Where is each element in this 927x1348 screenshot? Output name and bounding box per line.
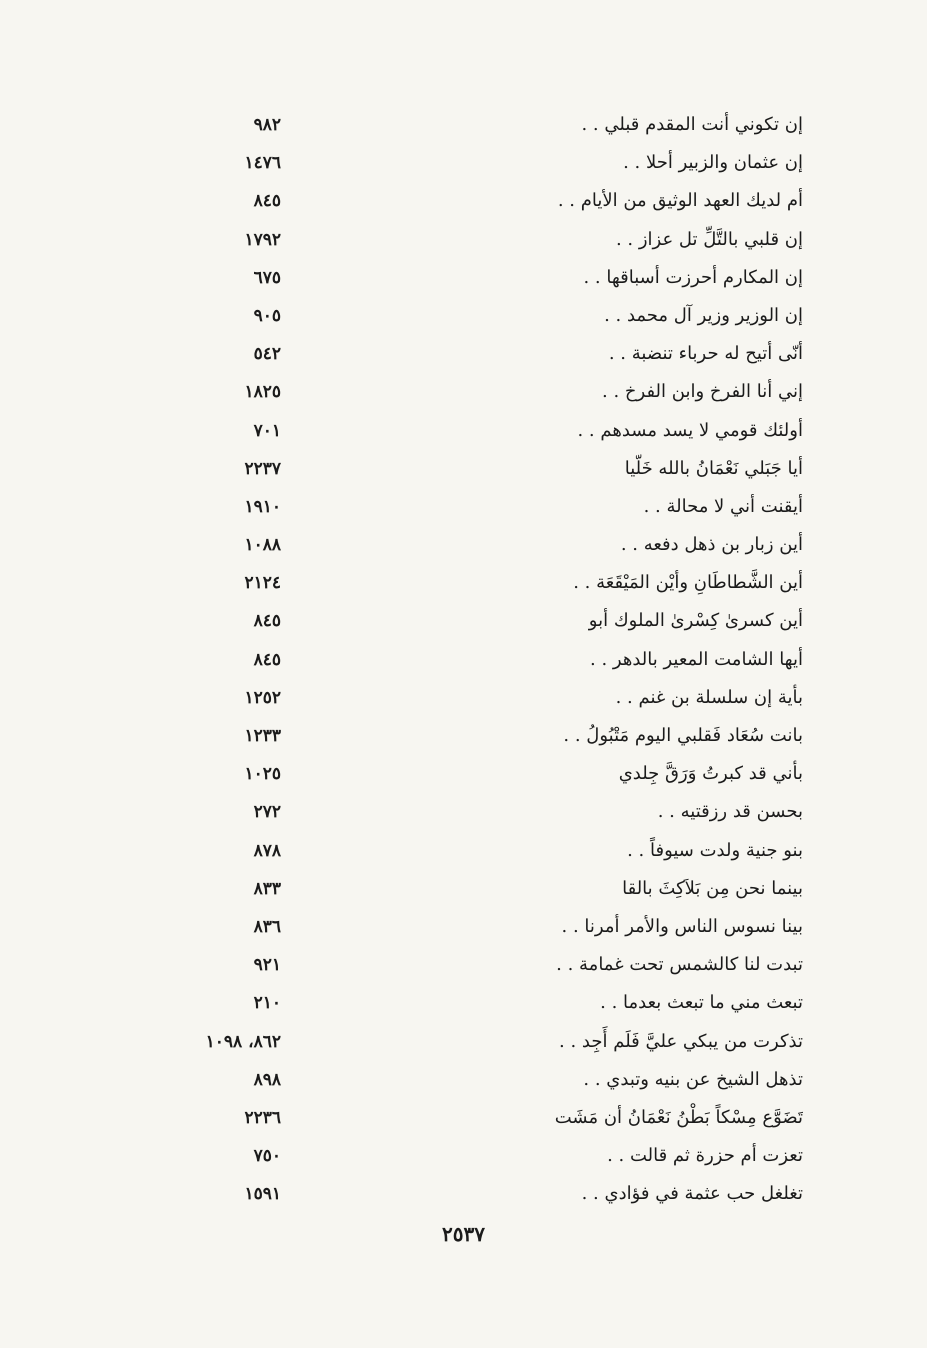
index-row [0,450,927,488]
verse-incipit: بأني قد كبرتُ وَرَقَّ جِلدي [618,763,803,785]
verse-incipit: تذهل الشيخ عن بنيه وتبدي . . [583,1068,803,1090]
page-reference: ٩٨٢ [253,115,281,135]
page-reference: ٨٣٦ [253,916,281,937]
page-reference: ١٩١٠ [244,496,281,517]
index-row [0,679,927,717]
page-reference: ١٧٩٢ [244,229,281,250]
index-row [0,908,927,946]
page-reference: ١٤٧٦ [244,153,281,174]
verse-incipit: أين الشَّطاطَانِ وأيْن المَيْقَعَة . . [573,572,803,594]
page-reference: ٢١٢٤ [244,573,281,594]
index-row [0,1023,927,1061]
index-row [0,526,927,564]
verse-incipit: تعزت أم حزرة ثم قالت . . [607,1145,803,1167]
index-row [0,984,927,1022]
index-row [0,564,927,602]
index-row [0,793,927,831]
verse-incipit: تبعث مني ما تبعث بعدما . . [600,992,803,1014]
page-reference: ٨٣٣ [253,878,281,899]
page-reference: ٢٧٢ [253,802,281,823]
verse-incipit: إني أنا الفرخ وابن الفرخ . . [602,381,803,403]
index-row [0,1061,927,1099]
verse-incipit: أيقنت أني لا محالة . . [643,495,803,517]
page-reference: ١٠٢٥ [244,764,281,785]
index-row [0,946,927,984]
verse-incipit: بينما نحن مِن بَلاَكِثَ بالقا [622,877,803,899]
page-reference: ١٠٨٨ [244,535,281,556]
verse-incipit: أيا جَبَلي نَعْمَانُ بالله خَلّيا [624,457,803,479]
verse-incipit: إن تكوني أنت المقدم قبلي . . [581,114,803,135]
page-reference: ٨٤٥ [253,191,281,212]
verse-incipit: تذكرت من يبكي عليَّ فَلَم أَجِد . . [559,1030,803,1052]
index-row [0,1099,927,1137]
verse-incipit: أين كسرىٰ كِسْرىٰ الملوك أبو [588,610,803,632]
index-row [0,641,927,679]
index-row [0,488,927,526]
verse-incipit: تبدت لنا كالشمس تحت غمامة . . [556,954,803,976]
page-reference: ٢١٠ [253,993,281,1014]
verse-incipit: تغلغل حب عثمة في فؤادي . . [581,1183,803,1205]
verse-incipit: إن المكارم أحرزت أسباقها . . [583,266,803,288]
index-row [0,832,927,870]
index-row [0,259,927,297]
index-row [0,373,927,411]
verse-incipit: أنّى أتيح له حرباء تنضبة . . [608,343,803,365]
index-row [0,717,927,755]
verse-incipit: أيها الشامت المعير بالدهر . . [590,648,803,670]
verse-index-list [0,106,927,1213]
index-row [0,1175,927,1213]
page-reference: ١٢٥٢ [244,687,281,708]
index-row [0,1137,927,1175]
verse-incipit: بحسن قد رزقتيه . . [657,801,803,823]
page-reference: ٩٢١ [253,955,281,976]
verse-incipit: بينا نسوس الناس والأمر أمرنا . . [561,915,803,937]
page-reference: ٨٤٥ [253,611,281,632]
page-reference: ٨٩٨ [253,1069,281,1090]
index-row [0,412,927,450]
index-row [0,106,927,144]
index-row [0,221,927,259]
page-reference: ٨٤٥ [253,649,281,670]
verse-incipit: إن الوزير وزير آل محمد . . [604,304,803,326]
page-reference: ١٨٢٥ [244,382,281,403]
page-reference: ٦٧٥ [253,267,281,288]
index-row [0,755,927,793]
page-reference: ٨٧٨ [253,840,281,861]
index-row [0,335,927,373]
verse-incipit: بأية إن سلسلة بن غنم . . [615,686,803,708]
page-reference: ١٢٣٣ [244,726,281,746]
page-reference: ٧٠١ [253,420,281,441]
page-reference: ١٥٩١ [244,1184,281,1205]
page-reference: ٢٢٣٧ [244,458,281,479]
verse-incipit: تَضَوَّع مِسْكاً بَطْنُ نَعْمَانُ أن مَشَت [554,1106,803,1128]
verse-incipit: بانت سُعَاد فَقلبي اليوم مَتْبُولُ . . [563,725,803,746]
verse-incipit: أولئك قومي لا يسد مسدهم . . [577,419,803,441]
page-reference: ٢٢٣٦ [244,1107,281,1128]
page-number: ٢٥٣٧ [442,1222,485,1246]
page-reference: ٨٦٢، ١٠٩٨ [205,1031,281,1052]
index-row [0,870,927,908]
index-row [0,602,927,640]
verse-incipit: إن قلبي بالتَّلِّ تل عزاز . . [615,228,803,250]
verse-incipit: أم لديك العهد الوثيق من الأيام . . [557,190,803,212]
index-row [0,182,927,220]
verse-incipit: أين زبار بن ذهل دفعه . . [620,534,803,556]
index-row [0,297,927,335]
page-reference: ٧٥٠ [253,1146,281,1167]
page-reference: ٩٠٥ [253,305,281,326]
verse-incipit: إن عثمان والزبير أحلا . . [623,152,803,174]
index-row [0,144,927,182]
page-reference: ٥٤٢ [253,344,281,365]
verse-incipit: بنو جنية ولدت سيوفاً . . [627,839,803,861]
